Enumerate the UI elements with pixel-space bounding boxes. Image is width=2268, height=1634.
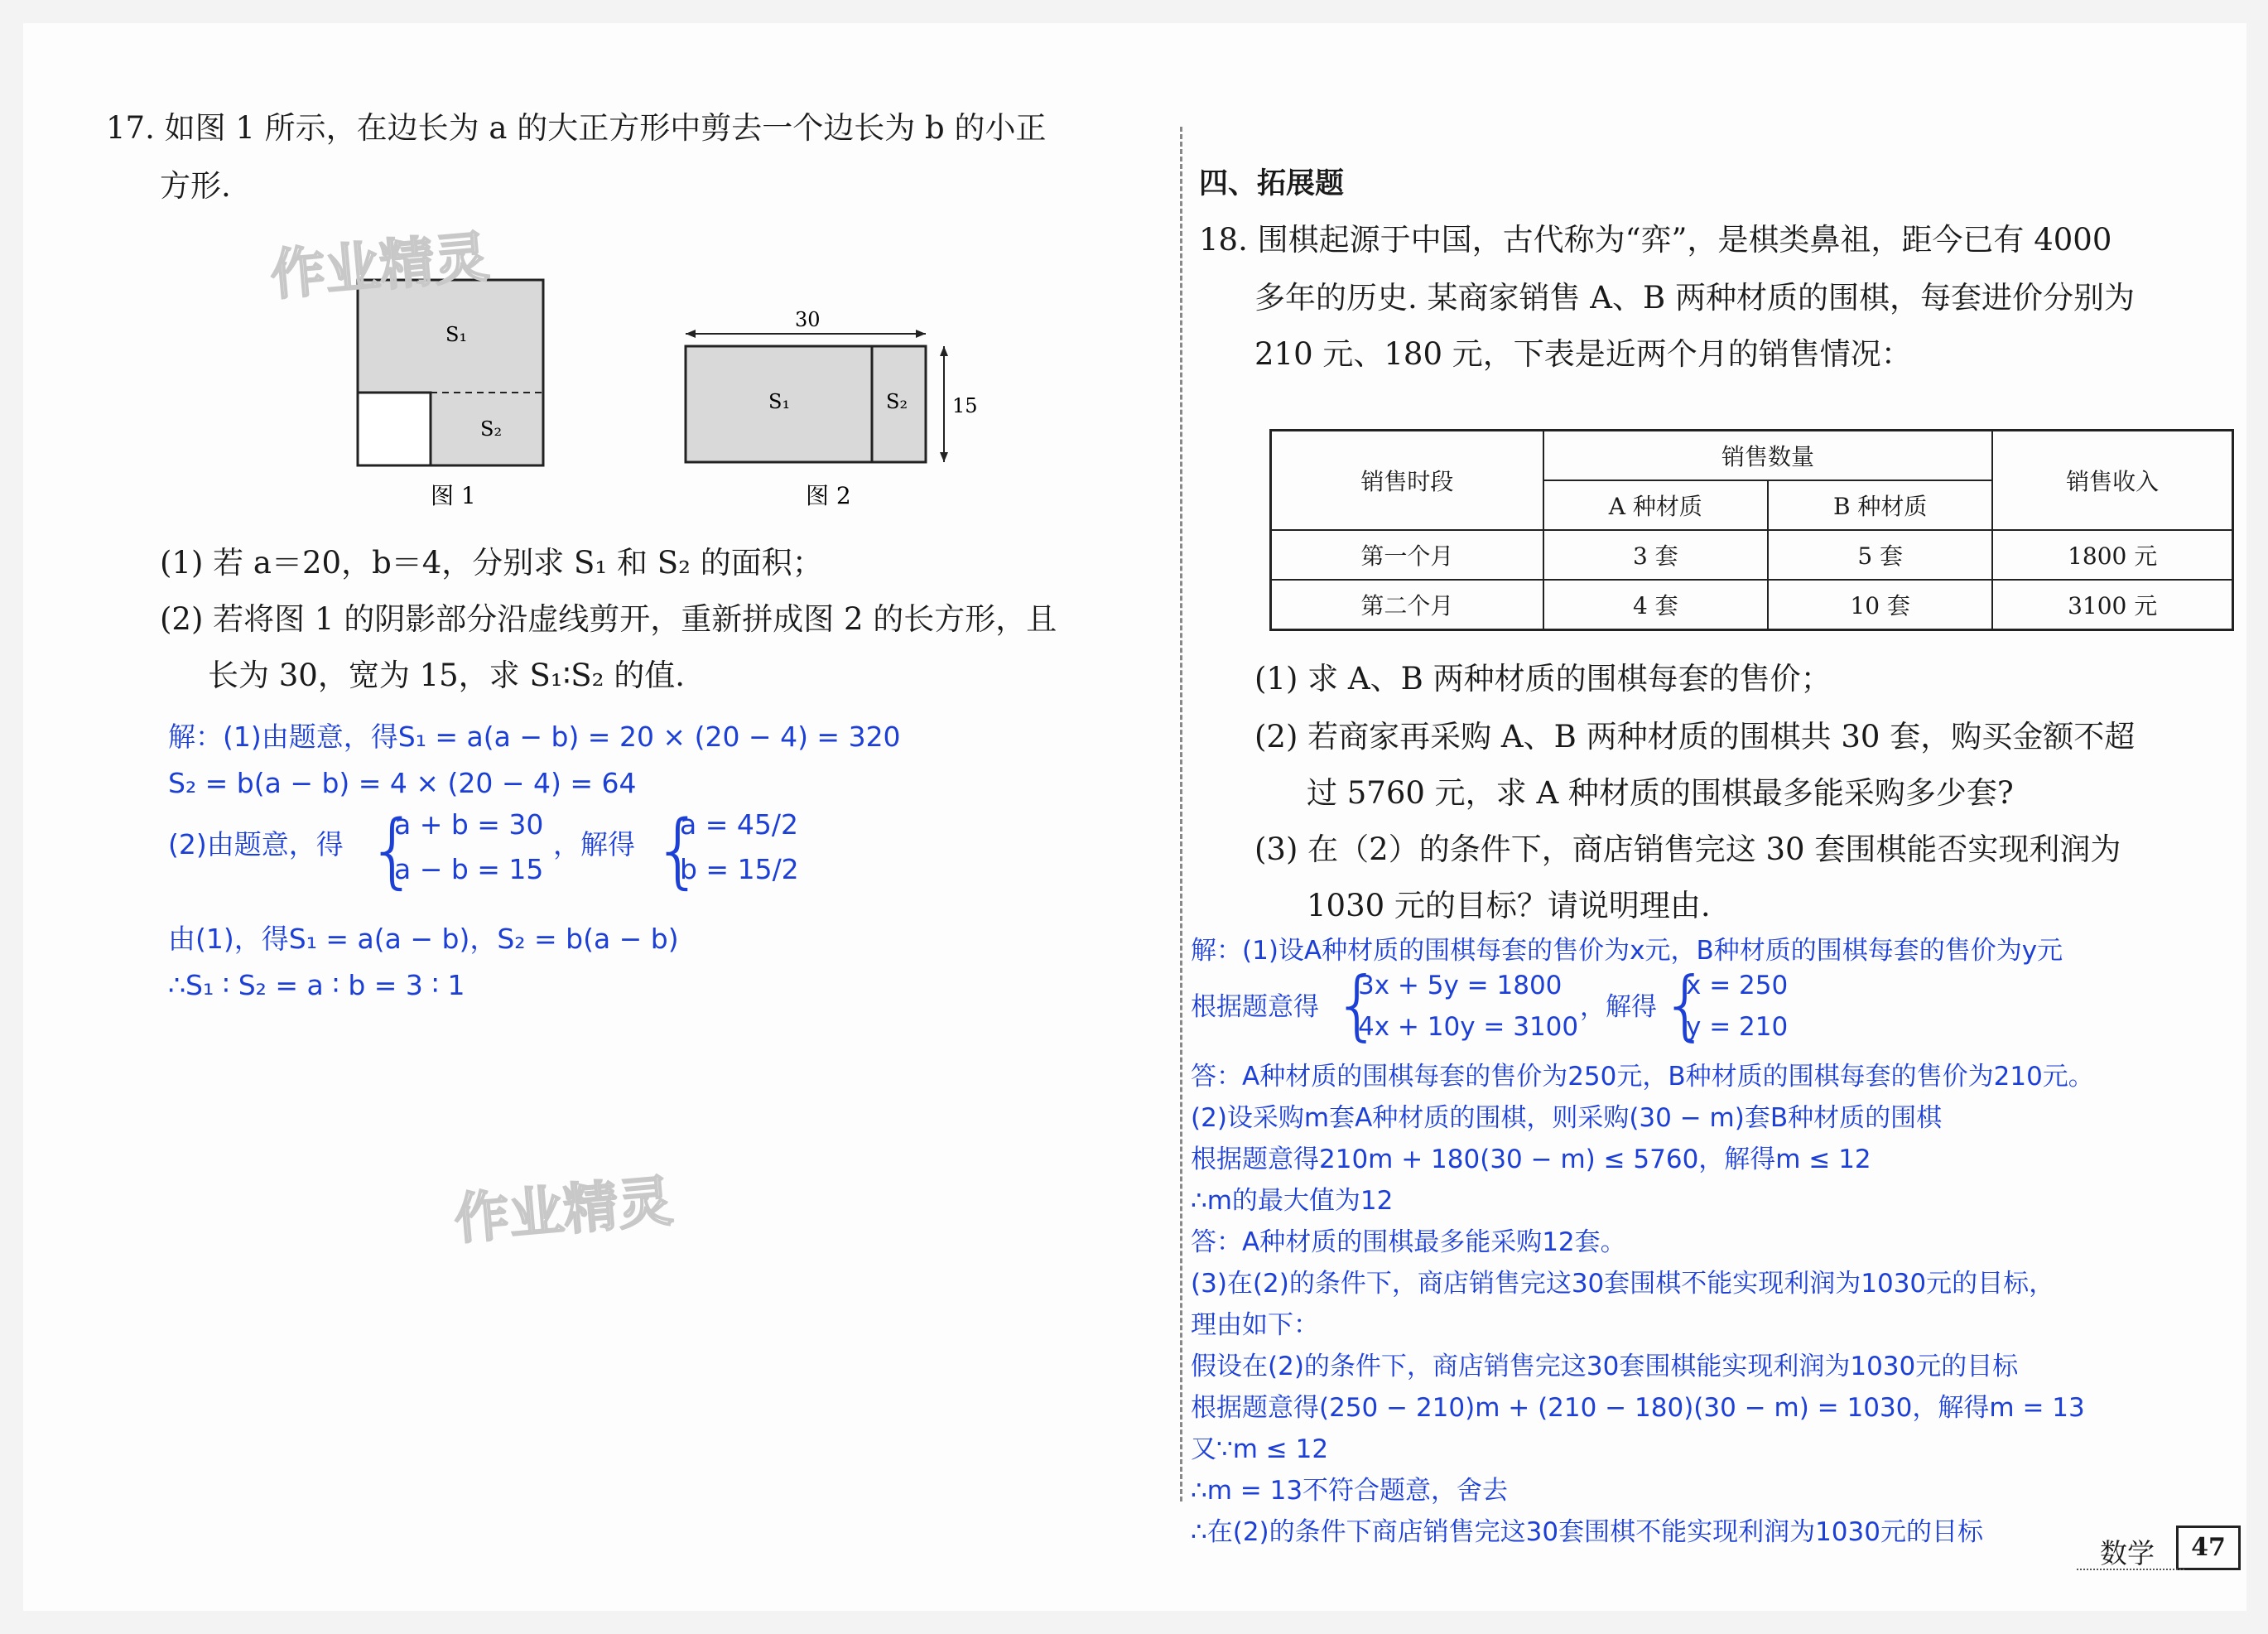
cell-b: 10 套 <box>1768 580 1992 630</box>
q17-part2-line2: 长为 30，宽为 15，求 S₁∶S₂ 的值. <box>208 658 685 693</box>
th-material-a: A 种材质 <box>1543 480 1768 530</box>
sales-table <box>1269 429 2234 631</box>
fig2-width-label: 30 <box>795 308 821 331</box>
ans18-line13: ∴m = 13不符合题意，舍去 <box>1191 1476 1509 1506</box>
th-quantity: 销售数量 <box>1543 431 1993 481</box>
section-title: 四、拓展题 <box>1199 167 1345 200</box>
ans17-sol2: b = 15/2 <box>680 853 799 885</box>
q17-line1: 17. 如图 1 所示，在边长为 a 的大正方形中剪去一个边长为 b 的小正 <box>106 110 1047 146</box>
cell-period: 第二个月 <box>1271 580 1543 630</box>
th-period: 销售时段 <box>1271 431 1543 531</box>
ans18-brace-1: { <box>1333 961 1382 1049</box>
ans18-sol2: y = 210 <box>1686 1012 1789 1042</box>
th-revenue: 销售收入 <box>1992 431 2232 531</box>
ans18-line11: 根据题意得(250 − 210)m + (210 − 180)(30 − m) = 1030，解得m = 13 <box>1191 1393 2085 1423</box>
ans18-line8: (3)在(2)的条件下，商店销售完这30套围棋不能实现利润为1030元的目标， <box>1191 1269 2055 1299</box>
fig1-s2-label: S₂ <box>480 417 503 441</box>
ans18-eq2: 4x + 10y = 3100 <box>1358 1012 1579 1042</box>
ans17-line5: ∴S₁ ∶ S₂ = a ∶ b = 3 ∶ 1 <box>168 969 465 1001</box>
ans17-line4: 由(1)，得S₁ = a(a − b)，S₂ = b(a − b) <box>168 923 679 955</box>
fig2-s1-label: S₁ <box>768 390 791 413</box>
ans18-brace-2: { <box>1661 961 1710 1049</box>
ans17-line3-mid: ，解得 <box>553 828 635 860</box>
fig2-s2-label: S₂ <box>886 390 908 413</box>
ans18-line12: 又∵m ≤ 12 <box>1191 1434 1329 1464</box>
fig1-caption: 图 1 <box>431 482 476 509</box>
q18-part3-line1: (3) 在（2）的条件下，商店销售完这 30 套围棋能否实现利润为 <box>1254 831 2121 867</box>
cell-revenue: 3100 元 <box>1992 580 2232 630</box>
cell-a: 4 套 <box>1543 580 1768 630</box>
ans18-line3: 答：A种材质的围棋每套的售价为250元，B种材质的围棋每套的售价为210元。 <box>1191 1062 2094 1092</box>
watermark-top: 作业精灵 <box>267 224 492 308</box>
ans18-line5: 根据题意得210m + 180(30 − m) ≤ 5760，解得m ≤ 12 <box>1191 1145 1871 1174</box>
ans18-sol1: x = 250 <box>1686 971 1789 1000</box>
cell-b: 5 套 <box>1768 530 1992 580</box>
ans18-line1: 解：(1)设A种材质的围棋每套的售价为x元，B种材质的围棋每套的售价为y元 <box>1191 936 2063 966</box>
ans17-line1: 解：(1)由题意，得S₁ = a(a − b) = 20 × (20 − 4) = 320 <box>168 721 901 753</box>
q18-part1: (1) 求 A、B 两种材质的围棋每套的售价； <box>1254 661 1832 696</box>
q18-line3: 210 元、180 元，下表是近两个月的销售情况： <box>1254 336 1912 372</box>
ans18-line2-mid: ，解得 <box>1580 992 1657 1022</box>
fig1-s1-label: S₁ <box>445 323 468 346</box>
column-divider <box>1180 127 1182 1501</box>
ans18-eq1: 3x + 5y = 1800 <box>1358 971 1563 1000</box>
ans18-line6: ∴m的最大值为12 <box>1191 1186 1394 1216</box>
q18-line1: 18. 围棋起源于中国，古代称为“弈”，是棋类鼻祖，距今已有 4000 <box>1199 222 2112 258</box>
worksheet-page <box>23 23 2246 1611</box>
ans18-line9: 理由如下： <box>1191 1310 1319 1340</box>
ans18-line4: (2)设采购m套A种材质的围棋，则采购(30 − m)套B种材质的围棋 <box>1191 1103 1943 1133</box>
table-row <box>1271 580 2233 630</box>
fig2-caption: 图 2 <box>806 482 851 509</box>
cell-a: 3 套 <box>1543 530 1768 580</box>
ans18-line14: ∴在(2)的条件下商店销售完这30套围棋不能实现利润为1030元的目标 <box>1191 1517 1983 1547</box>
ans17-line3-prefix: (2)由题意，得 <box>168 828 344 860</box>
ans17-brace-1: { <box>367 803 419 898</box>
ans18-line10: 假设在(2)的条件下，商店销售完这30套围棋能实现利润为1030元的目标 <box>1191 1352 2019 1381</box>
q18-line2: 多年的历史. 某商家销售 A、B 两种材质的围棋，每套进价分别为 <box>1254 280 2135 316</box>
ans17-brace-2: { <box>652 803 705 898</box>
ans17-eq2: a − b = 15 <box>394 853 544 885</box>
q17-line2: 方形. <box>160 168 231 204</box>
cell-period: 第一个月 <box>1271 530 1543 580</box>
q18-part2-line2: 过 5760 元，求 A 种材质的围棋最多能采购多少套? <box>1307 775 2014 811</box>
table-row <box>1271 530 2233 580</box>
th-material-b: B 种材质 <box>1768 480 1992 530</box>
figure-2 <box>652 288 1000 512</box>
q18-part3-line2: 1030 元的目标？请说明理由. <box>1307 888 1711 923</box>
q17-part1: (1) 若 a＝20，b＝4，分别求 S₁ 和 S₂ 的面积； <box>160 545 823 581</box>
ans18-line2-prefix: 根据题意得 <box>1191 992 1319 1022</box>
ans18-line7: 答：A种材质的围棋最多能采购12套。 <box>1191 1227 1626 1257</box>
watermark-bottom: 作业精灵 <box>451 1169 676 1252</box>
cell-revenue: 1800 元 <box>1992 530 2232 580</box>
ans17-sol1: a = 45/2 <box>680 808 798 841</box>
fig2-height-label: 15 <box>952 394 978 417</box>
page-number: 47 <box>2176 1526 2241 1570</box>
q17-part2-line1: (2) 若将图 1 的阴影部分沿虚线剪开，重新拼成图 2 的长方形，且 <box>160 601 1057 637</box>
subject-label: 数学 <box>2100 1537 2155 1569</box>
footer-dotted-line <box>2077 1569 2184 1570</box>
ans17-line2: S₂ = b(a − b) = 4 × (20 − 4) = 64 <box>168 767 637 799</box>
q18-part2-line1: (2) 若商家再采购 A、B 两种材质的围棋共 30 套，购买金额不超 <box>1254 719 2136 754</box>
ans17-eq1: a + b = 30 <box>394 808 544 841</box>
